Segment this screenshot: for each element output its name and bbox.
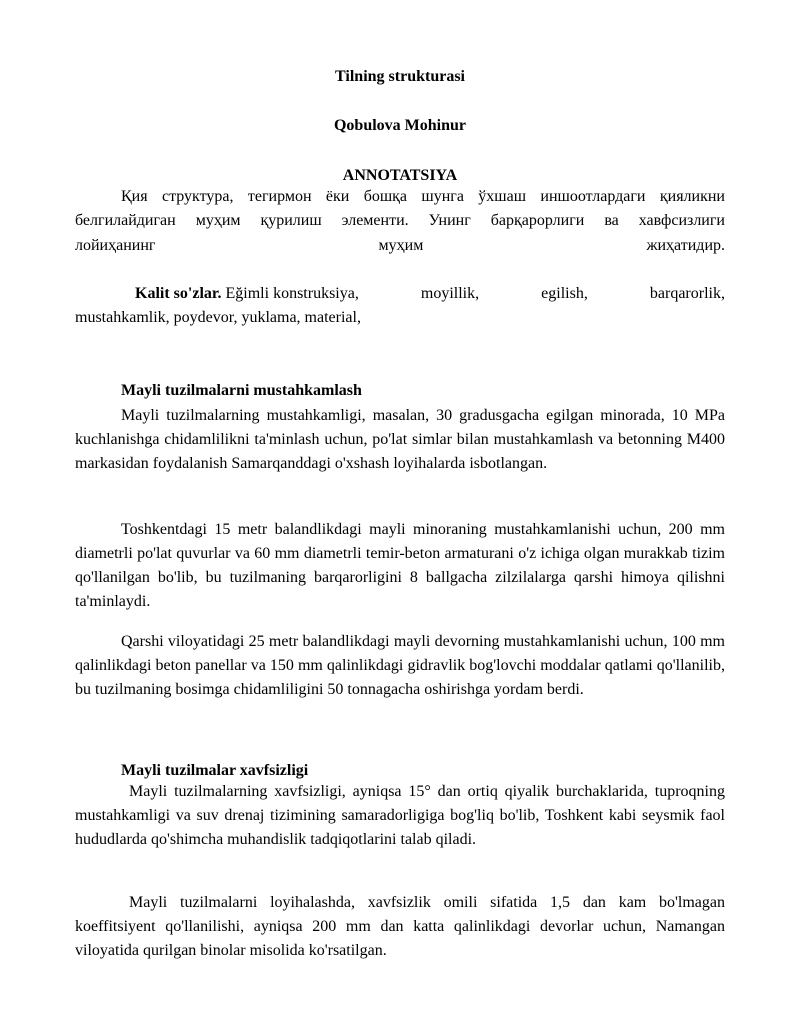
keywords-row-2: mustahkamlik, poydevor, yuklama, material, [75, 309, 361, 326]
annotation-line-2: белгилайдиган муҳим қурилиш элементи. Унинг барқарорлиги ва хавфсизлиги [75, 212, 725, 229]
keywords-label: Kalit so'zlar. [135, 285, 222, 302]
document-title: Tilning strukturasi [335, 68, 465, 85]
section2-paragraph-1: Mayli tuzilmalarning xavfsizligi, ayniqsa 15° dan ortiq qiyalik burchaklarida, tuproqning mustahkamligi va suv drenaj tizimining samaradorligiga bog'liq bo'lib, Toshkent kabi seysmik faol hududlarda qo'shimcha muhandislik tadqiqotlarini talab qiladi. [75, 783, 725, 848]
keyword-4: barqarorlik, [649, 285, 725, 302]
annotation-word-c: жиҳатидир. [646, 237, 725, 254]
section1-paragraph-2: Toshkentdagi 15 metr balandlikdagi mayli minoraning mustahkamlanishi uchun, 200 mm diametrli po'lat quvurlar va 60 mm diametrli temir-beton armaturani o'z ichiga olgan murakkab tizim qo'llanilgan bo'lib, bu tuzilmaning barqarorligini 8 ballgacha zilzilalarga qarshi himoya qilishni ta'minlaydi. [75, 521, 725, 610]
annotation-word-a: лойиҳанинг [75, 237, 156, 254]
section1-paragraph-1: Mayli tuzilmalarning mustahkamligi, masalan, 30 gradusgacha egilgan minorada, 10 MPa kuchlanishga chidamlilikni ta'minlash uchun, po'lat simlar bilan mustahkamlash va betonning M400 markasidan foydalanish Samarqanddagi o'xshash loyihalarda isbotlangan. [75, 407, 725, 472]
annotation-line-1: Қия структура, тегирмон ёки бошқа шунга ўхшаш иншоотлардаги қияликни [121, 188, 725, 205]
author-name: Qobulova Mohinur [333, 117, 467, 134]
keywords-block [75, 282, 725, 330]
keyword-3: egilish, [541, 285, 588, 302]
annotation-word-b: муҳим [378, 237, 424, 254]
annotation-heading: ANNOTATSIYA [342, 167, 458, 184]
section1-heading: Mayli tuzilmalarni mustahkamlash [121, 382, 362, 399]
annotation-line-3 [75, 234, 725, 258]
section2-paragraph-2: Mayli tuzilmalarni loyihalashda, xavfsizlik omili sifatida 1,5 dan kam bo'lmagan koeffitsiyent qo'llanilishi, ayniqsa 200 mm dan katta qalinlikdagi devorlar uchun, Namangan viloyatida qurilgan binolar misolida ko'rsatilgan. [75, 894, 725, 959]
keyword-2: moyillik, [420, 285, 480, 302]
section1-paragraph-3: Qarshi viloyatidagi 25 metr balandlikdagi mayli devorning mustahkamlanishi uchun, 100 mm qalinlikdagi beton panellar va 150 mm qalinlikdagi gidravlik bog'lovchi moddalar qatlami qo'llanilib, bu tuzilmaning bosimga chidamliligini 50 tonnagacha oshirishga yordam berdi. [75, 633, 725, 698]
section2-heading: Mayli tuzilmalar xavfsizligi [121, 762, 309, 779]
keywords-row-1 [75, 282, 725, 306]
keyword-1: Eğimli konstruksiya, [225, 285, 359, 302]
